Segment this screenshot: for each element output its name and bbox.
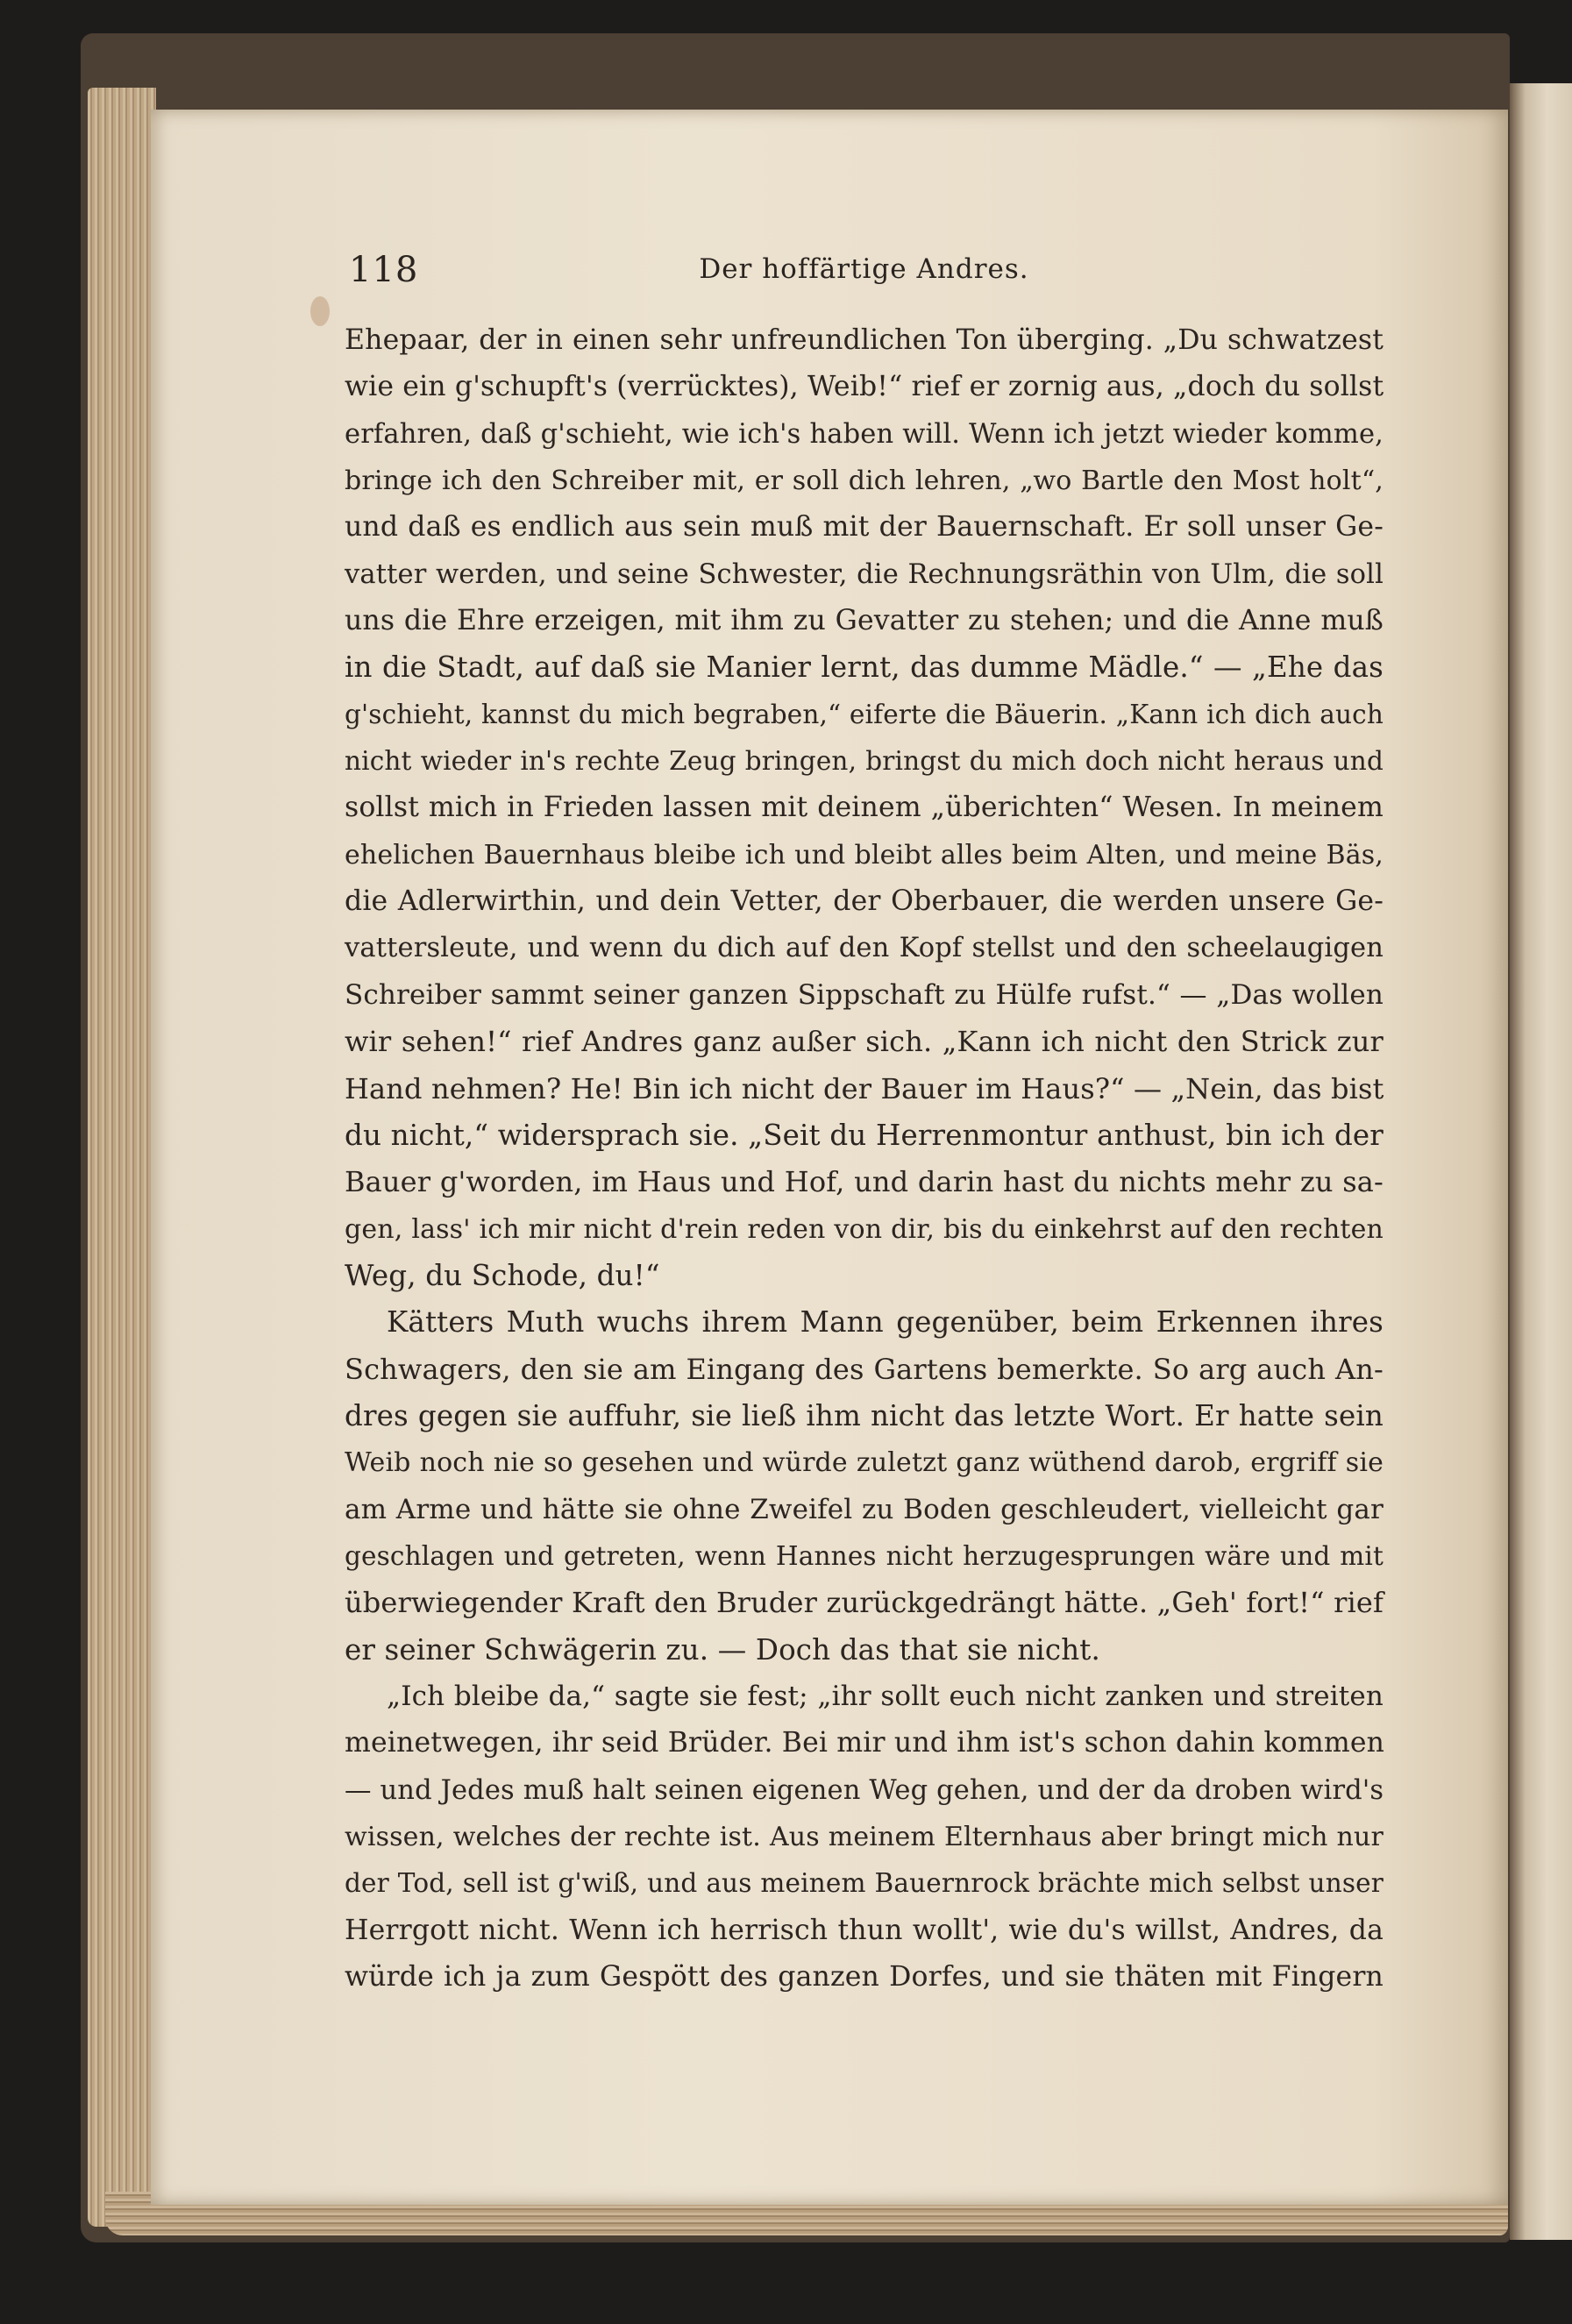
page-edges-left — [88, 88, 156, 2227]
text-line: er seiner Schwägerin zu. — Doch das that sie nicht. — [345, 1632, 1100, 1667]
text-line: Kätters Muth wuchs ihrem Mann gegenüber, beim Erkennen ihres — [387, 1305, 1384, 1340]
text-line: „Ich bleibe da,“ sagte sie fest; „ihr sollt euch nicht zanken und streiten — [387, 1680, 1384, 1712]
text-line: Herrgott nicht. Wenn ich herrisch thun wollt', wie du's willst, Andres, da — [345, 1914, 1384, 1946]
text-line: wie ein g'schupft's (verrücktes), Weib!“ rief er zornig aus, „doch du sollst — [345, 371, 1384, 403]
text-line: überwiegender Kraft den Bruder zurückgedrängt hätte. „Geh' fort!“ rief — [345, 1586, 1384, 1620]
text-line: geschlagen und getreten, wenn Hannes nicht herzugesprungen wäre und mit — [345, 1540, 1384, 1571]
text-line: der Tod, sell ist g'wiß, und aus meinem Bauernrock brächte mich selbst unser — [345, 1868, 1384, 1899]
text-line: Schwagers, den sie am Eingang des Gartens bemerkte. So arg auch An- — [345, 1352, 1384, 1386]
text-line: sollst mich in Frieden lassen mit deinem „überichten“ Wesen. In meinem — [345, 792, 1384, 824]
text-line: dres gegen sie auffuhr, sie ließ ihm nicht das letzte Wort. Er hatte sein — [345, 1398, 1384, 1432]
paper-stain — [310, 296, 330, 326]
text-line: vatter werden, und seine Schwester, die Rechnungsräthin von Ulm, die soll — [345, 558, 1384, 590]
text-line: und daß es endlich aus sein muß mit der Bauernschaft. Er soll unser Ge- — [345, 511, 1384, 544]
text-line: nicht wieder in's rechte Zeug bringen, bringst du mich doch nicht heraus und — [345, 746, 1384, 777]
text-line: bringe ich den Schreiber mit, er soll dich lehren, „wo Bartle den Most holt“, — [345, 466, 1384, 497]
text-line: Schreiber sammt seiner ganzen Sippschaft zu Hülfe rufst.“ — „Das wollen — [345, 978, 1384, 1011]
text-line: Weib noch nie so gesehen und würde zuletzt ganz wüthend darob, ergriff sie — [345, 1447, 1384, 1479]
text-line: uns die Ehre erzeigen, mit ihm zu Gevatter zu stehen; und die Anne muß — [345, 605, 1384, 637]
text-line: würde ich ja zum Gespött des ganzen Dorfes, und sie thäten mit Fingern — [345, 1961, 1384, 1994]
text-line: du nicht,“ widersprach sie. „Seit du Herrenmontur anthust, bin ich der — [345, 1118, 1384, 1152]
facing-page-gutter — [1510, 83, 1572, 2240]
text-line: Weg, du Schode, du!“ — [345, 1258, 660, 1292]
text-line: meinetwegen, ihr seid Brüder. Bei mir und ihm ist's schon dahin kommen — [345, 1727, 1385, 1759]
text-line: Hand nehmen? He! Bin ich nicht der Bauer im Haus?“ — „Nein, das bist — [345, 1071, 1384, 1105]
text-line: ehelichen Bauernhaus bleibe ich und bleibt alles beim Alten, und meine Bäs, — [345, 839, 1384, 871]
text-line: Ehepaar, der in einen sehr unfreundlichen Ton überging. „Du schwatzest — [345, 324, 1384, 356]
text-line: am Arme und hätte sie ohne Zweifel zu Boden geschleudert, vielleicht gar — [345, 1493, 1384, 1525]
page-header — [349, 250, 1379, 295]
text-line: die Adlerwirthin, und dein Vetter, der Oberbauer, die werden unsere Ge- — [345, 885, 1384, 918]
body-text — [345, 317, 1384, 2001]
text-line: vattersleute, und wenn du dich auf den Kopf stellst und den scheelaugigen — [345, 933, 1384, 964]
text-line: g'schieht, kannst du mich begraben,“ eiferte die Bäuerin. „Kann ich dich auch — [345, 699, 1384, 729]
text-line: — und Jedes muß halt seinen eigenen Weg gehen, und der da droben wird's — [345, 1774, 1384, 1806]
text-line: gen, lass' ich mir nicht d'rein reden von dir, bis du einkehrst auf den rechten — [345, 1213, 1384, 1245]
running-title: Der hoffärtige Andres. — [699, 253, 1029, 285]
text-line: wissen, welches der rechte ist. Aus meinem Elternhaus aber bringt mich nur — [345, 1822, 1384, 1852]
text-line: erfahren, daß g'schieht, wie ich's haben will. Wenn ich jetzt wieder komme, — [345, 418, 1384, 450]
page-number: 118 — [349, 250, 419, 290]
text-line: Bauer g'worden, im Haus und Hof, und darin hast du nichts mehr zu sa- — [345, 1165, 1384, 1199]
text-line: in die Stadt, auf daß sie Manier lernt, das dumme Mädle.“ — „Ehe das — [345, 650, 1384, 685]
text-line: wir sehen!“ rief Andres ganz außer sich. „Kann ich nicht den Strick zur — [345, 1025, 1384, 1059]
